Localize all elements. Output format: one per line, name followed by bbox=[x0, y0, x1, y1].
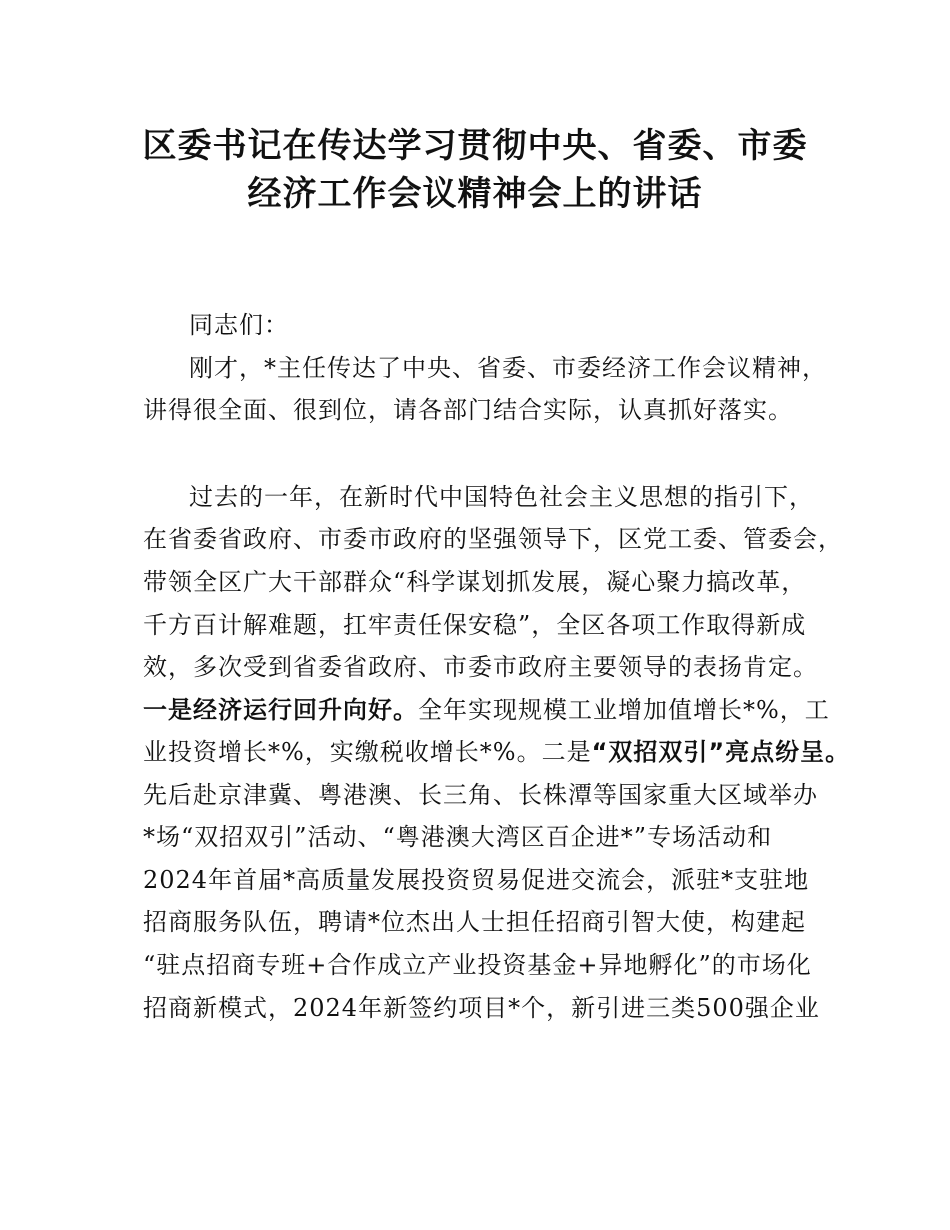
body-text-line bbox=[143, 780, 818, 810]
body-text: 带领全区广大干部群众“科学谋划抓发展，凝心聚力搞改革， bbox=[143, 568, 807, 596]
body-text-line bbox=[143, 652, 818, 682]
body-text: 招商服务队伍，聘请*位杰出人士担任招商引智大使，构建起 bbox=[143, 908, 806, 936]
bold-heading-text: 一是经济运行回升向好。 bbox=[143, 696, 418, 724]
body-text: “驻点招商专班+合作成立产业投资基金+异地孵化”的市场化 bbox=[143, 951, 812, 979]
body-text-line bbox=[143, 695, 830, 725]
document-title-line-2: 经济工作会议精神会上的讲话 bbox=[247, 174, 703, 214]
body-text-line bbox=[143, 907, 806, 937]
body-text-line bbox=[189, 353, 827, 383]
body-text-line bbox=[143, 567, 806, 597]
body-text: 千方百计解难题，扛牢责任保安稳”，全区各项工作取得新成 bbox=[143, 611, 807, 639]
body-text-line bbox=[143, 610, 806, 640]
body-text: *场“双招双引”活动、“粤港澳大湾区百企进*”专场活动和 bbox=[143, 823, 773, 851]
body-text-line bbox=[189, 482, 814, 512]
body-text-line bbox=[143, 993, 820, 1023]
body-text: 招商新模式，2024年新签约项目*个，新引进三类500强企业 bbox=[143, 994, 820, 1022]
body-text: 效，多次受到省委省政府、市委市政府主要领导的表扬肯定。 bbox=[143, 653, 818, 681]
body-text: 在省委省政府、市委市政府的坚强领导下，区党工委、管委会， bbox=[143, 525, 843, 553]
body-text-line bbox=[143, 395, 793, 425]
body-text: 全年实现规模工业增加值增长*%，工 bbox=[418, 696, 830, 724]
body-text: 讲得很全面、很到位，请各部门结合实际，认真抓好落实。 bbox=[143, 396, 793, 424]
body-text-line bbox=[143, 737, 850, 767]
body-text: 同志们： bbox=[189, 311, 289, 339]
document-title-line-1: 区委书记在传达学习贯彻中央、省委、市委 bbox=[142, 126, 808, 166]
body-text: 过去的一年，在新时代中国特色社会主义思想的指引下， bbox=[189, 483, 814, 511]
body-text: 先后赴京津冀、粤港澳、长三角、长株潭等国家重大区域举办 bbox=[143, 781, 818, 809]
bold-heading-text: “双招双引”亮点纷呈。 bbox=[591, 738, 851, 766]
body-text-line bbox=[143, 822, 772, 852]
body-text-line bbox=[143, 865, 809, 895]
body-text-line bbox=[143, 950, 812, 980]
body-text: 业投资增长*%，实缴税收增长*%。二是 bbox=[143, 738, 592, 766]
body-text: 2024年首届*高质量发展投资贸易促进交流会，派驻*支驻地 bbox=[143, 866, 810, 894]
body-text: 刚才，*主任传达了中央、省委、市委经济工作会议精神， bbox=[189, 354, 827, 382]
body-text-line bbox=[189, 310, 289, 340]
body-text-line bbox=[143, 524, 843, 554]
